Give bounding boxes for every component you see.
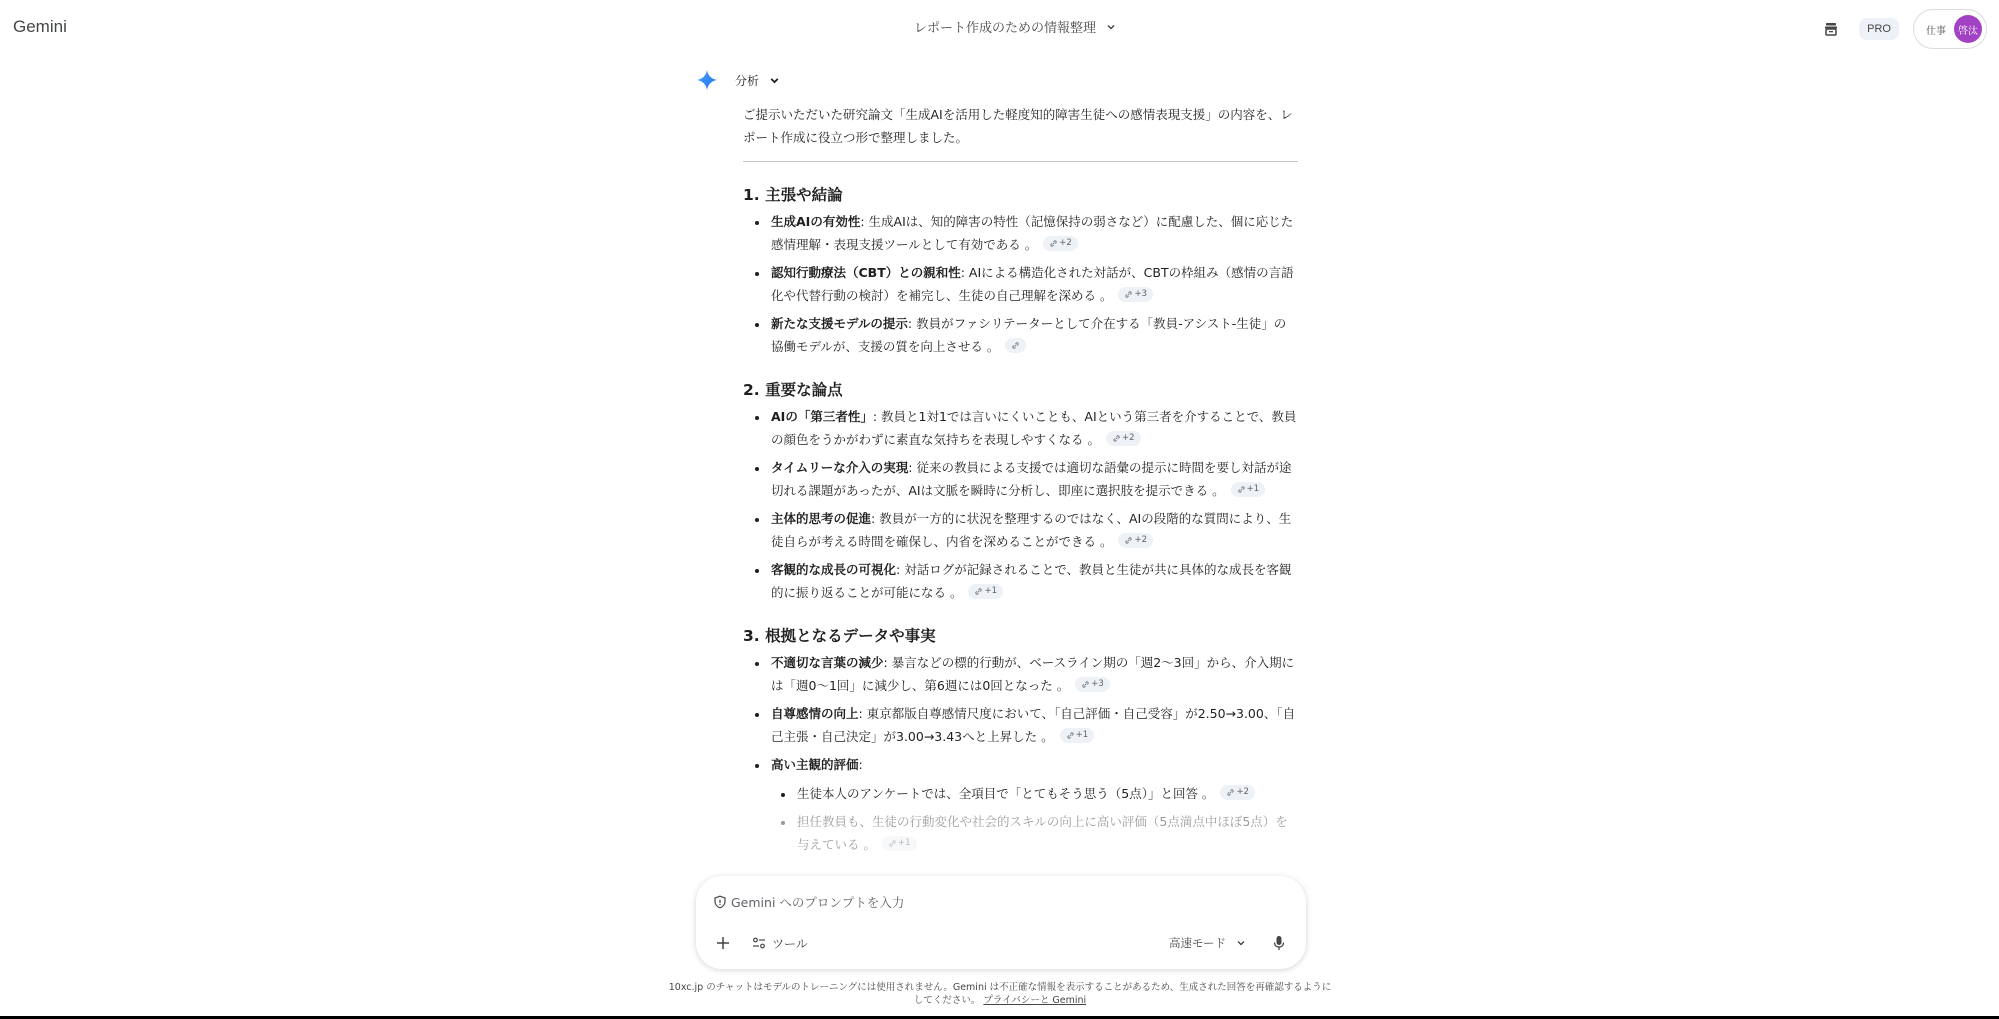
analysis-label: 分析 (735, 73, 760, 88)
citation-chip[interactable]: +1 (882, 836, 917, 851)
citation-chip[interactable]: +3 (1075, 677, 1110, 692)
intro-text: ご提示いただいた研究論文「生成AIを活用した軽度知的障害生徒への感情表現支援」の内容を、レポート作成に役立つ形で整理しました。 (743, 107, 1293, 145)
analysis-toggle[interactable] (735, 72, 780, 89)
tools-button[interactable] (752, 935, 808, 952)
list-item (743, 652, 1298, 697)
item-term: 主体的思考の促進 (771, 511, 872, 526)
link-icon (1066, 731, 1075, 740)
header-actions (1817, 9, 1987, 49)
item-term: タイムリーな介入の実現 (771, 460, 909, 475)
disclaimer-text: 10xc.jp のチャットはモデルのトレーニングには使用されません。Gemini は不正確な情報を表示することがあるため、生成された回答を再確認するようにしてください。 (668, 982, 1332, 1006)
list-item (743, 406, 1298, 451)
avatar: 啓汰 (1954, 15, 1982, 43)
list-item (743, 211, 1298, 256)
privacy-link[interactable]: プライバシーと Gemini (983, 995, 1087, 1006)
archive-icon (1823, 21, 1839, 37)
item-text: : 東京都版自尊感情尺度において、「自己評価・自己受容」が2.50→3.00、「自己主張・自己決定」が3.00→3.43へと上昇した 。 (771, 706, 1296, 744)
citation-chip[interactable]: +2 (1043, 236, 1078, 251)
sub-list-item (771, 811, 1298, 856)
citation-chip[interactable]: +1 (1060, 728, 1095, 743)
list-item (743, 313, 1298, 358)
citation-chip[interactable]: +1 (968, 584, 1003, 599)
list-item (743, 457, 1298, 502)
link-icon (1081, 680, 1090, 689)
response-header (696, 66, 1306, 94)
item-term: 客観的な成長の可視化 (771, 562, 897, 577)
shield-icon (713, 895, 727, 909)
list-item (743, 508, 1298, 553)
gemini-sparkle-icon (696, 69, 718, 91)
link-icon (1011, 341, 1020, 350)
item-text: : 生成AIは、知的障害の特性（記憶保持の弱さなど）に配慮した、個に応じた感情理解・表現支援ツールとして有効である 。 (771, 214, 1294, 252)
chevron-down-icon (769, 75, 780, 86)
link-icon (1226, 788, 1235, 797)
section-heading: 3. 根拠となるデータや事実 (743, 627, 936, 645)
link-icon (974, 587, 983, 596)
item-text: : 暴言などの標的行動が、ベースライン期の「週2〜3回」から、介入期には「週0〜1回」に減少し、第6週には0回となった 。 (771, 655, 1295, 693)
model-response (696, 66, 1306, 877)
item-text: : 対話ログが記録されることで、教員と生徒が共に具体的な成長を客観的に振り返ることが可能になる 。 (771, 562, 1292, 600)
item-text: : (858, 757, 863, 772)
account-switcher[interactable] (1913, 9, 1987, 49)
link-icon (888, 839, 897, 848)
link-icon (1112, 434, 1121, 443)
link-icon (1237, 485, 1246, 494)
item-text: 担任教員も、生徒の行動変化や社会的スキルの向上に高い評価（5点満点中ほぼ5点）を与えている 。 (797, 814, 1288, 852)
microphone-button[interactable] (1268, 932, 1290, 954)
link-icon (1124, 536, 1133, 545)
account-label: 仕事 (1926, 25, 1946, 37)
conversation-title-dropdown[interactable] (914, 17, 1116, 36)
citation-chip[interactable]: +2 (1106, 431, 1141, 446)
section-heading: 2. 重要な論点 (743, 381, 843, 399)
plus-icon (716, 936, 730, 950)
list-item (743, 262, 1298, 307)
pro-badge: PRO (1859, 18, 1899, 40)
bullet-list (743, 211, 1298, 358)
add-button[interactable] (712, 932, 734, 954)
divider (743, 161, 1298, 162)
item-term: 認知行動療法（CBT）との親和性 (771, 265, 961, 280)
item-text: : 教員がファシリテーターとして介在する「教員-アシスト-生徒」の協働モデルが、支援の質を向上させる 。 (771, 316, 1287, 354)
footer-disclaimer (665, 981, 1335, 1007)
chevron-down-icon (1236, 938, 1246, 948)
prompt-composer (696, 876, 1306, 969)
item-text: : 従来の教員による支援では適切な語彙の提示に時間を要し対話が途切れる課題があったが、AIは文脈を瞬時に分析し、即座に選択肢を提示できる 。 (771, 460, 1292, 498)
mode-label: 高速モード (1168, 936, 1226, 950)
prompt-input[interactable] (713, 893, 904, 911)
archive-button[interactable] (1817, 15, 1845, 43)
citation-chip[interactable]: +3 (1118, 287, 1153, 302)
item-text: : AIによる構造化された対話が、CBTの枠組み（感情の言語化や代替行動の検討）を補完し、生徒の自己理解を深める 。 (771, 265, 1294, 303)
tune-icon (752, 936, 766, 950)
bullet-list (743, 652, 1298, 856)
item-text: : 教員と1対1では言いにくいことも、AIという第三者を介することで、教員の顔色をうかがわずに素直な気持ちを表現しやすくなる 。 (771, 409, 1297, 447)
list-item (743, 559, 1298, 604)
composer-toolbar (712, 931, 1290, 955)
item-term: 自尊感情の向上 (771, 706, 859, 721)
item-term: 不適切な言葉の減少 (771, 655, 884, 670)
item-term: 新たな支援モデルの提示 (771, 316, 908, 331)
item-term: 生成AIの有効性 (771, 214, 861, 229)
item-text: 生徒本人のアンケートでは、全項目で「とてもそう思う（5点）」と回答 。 (797, 785, 1215, 801)
citation-chip[interactable]: +2 (1220, 785, 1255, 800)
citation-chip[interactable] (1005, 338, 1026, 353)
list-item (743, 703, 1298, 748)
bullet-list (743, 406, 1298, 604)
link-icon (1049, 239, 1058, 248)
conversation-title: レポート作成のための情報整理 (914, 21, 1097, 36)
app-logo[interactable]: Gemini (13, 17, 67, 36)
sub-list-item (771, 783, 1298, 806)
mic-icon (1272, 935, 1286, 951)
citation-chip[interactable]: +1 (1231, 482, 1266, 497)
citation-chip[interactable]: +2 (1118, 533, 1153, 548)
top-bar (0, 0, 1999, 56)
section-heading: 1. 主張や結論 (743, 186, 843, 204)
mode-selector[interactable] (1169, 935, 1246, 951)
item-text: : 教員が一方的に状況を整理するのではなく、AIの段階的な質問により、生徒自らが考える時間を確保し、内省を深めることができる 。 (771, 511, 1292, 549)
prompt-placeholder: Gemini へのプロンプトを入力 (731, 895, 905, 910)
chevron-down-icon (1106, 22, 1116, 32)
response-content (743, 104, 1298, 856)
item-term: 高い主観的評価 (771, 757, 859, 772)
item-term: AIの「第三者性」 (771, 409, 873, 424)
sub-bullet-list (771, 783, 1298, 857)
list-item (743, 754, 1298, 856)
link-icon (1124, 290, 1133, 299)
tools-label: ツール (772, 936, 808, 951)
